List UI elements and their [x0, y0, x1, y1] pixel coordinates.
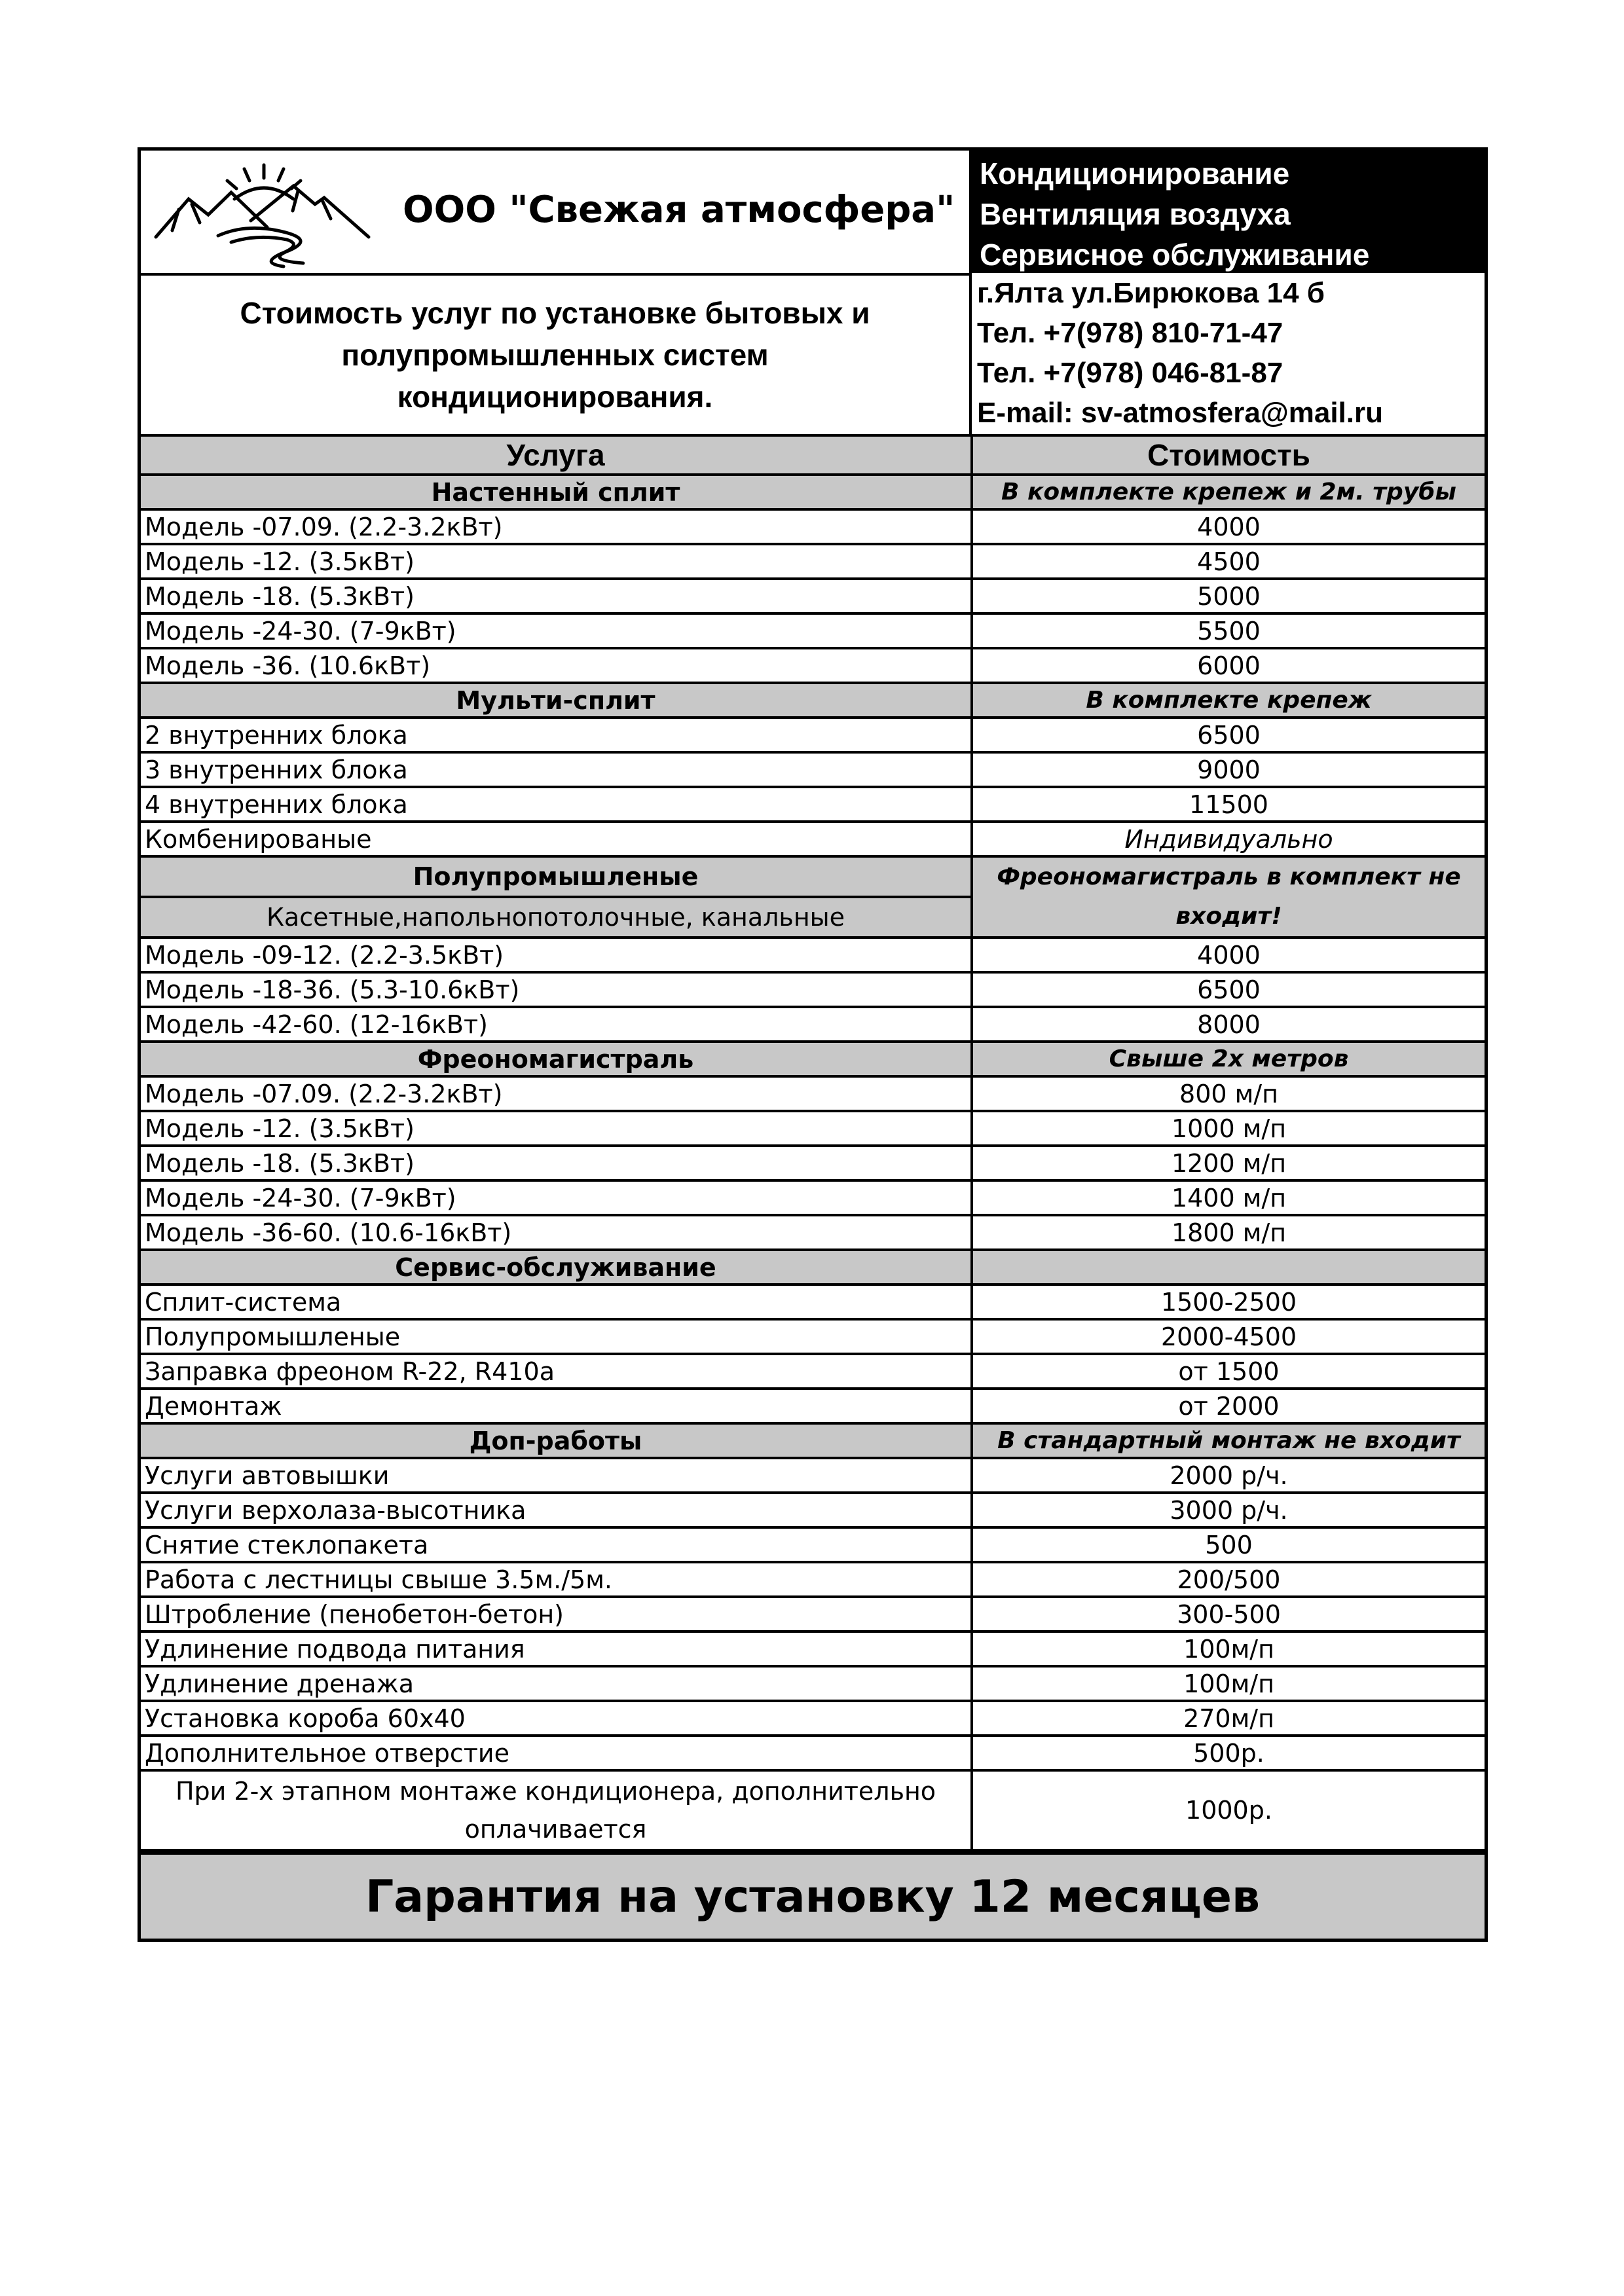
section-header [141, 1042, 1485, 1076]
row-label: Снятие стеклопакета [141, 1527, 972, 1562]
table-row [141, 1146, 1485, 1180]
table-row [141, 613, 1485, 648]
row-value: Индивидуально [972, 822, 1485, 856]
table-row [141, 1007, 1485, 1042]
row-label: Полупромышленые [141, 1319, 972, 1354]
row-label: Модель -09-12. (2.2-3.5кВт) [141, 938, 972, 972]
header-right [972, 151, 1485, 434]
section-subtitle: Касетные,напольнопотолочные, канальные [141, 897, 972, 938]
contacts [972, 273, 1485, 433]
row-label: Модель -24-30. (7-9кВт) [141, 1180, 972, 1215]
table-row [141, 787, 1485, 822]
section-title: Мульти-сплит [141, 683, 972, 718]
section-header [141, 683, 1485, 718]
table-row [141, 1076, 1485, 1111]
row-label: Установка короба 60х40 [141, 1701, 972, 1736]
table-row [141, 1597, 1485, 1631]
row-value: 11500 [972, 787, 1485, 822]
row-label: Модель -18. (5.3кВт) [141, 1146, 972, 1180]
logo-area [141, 151, 969, 276]
row-value: 100м/п [972, 1631, 1485, 1666]
row-label: Модель -42-60. (12-16кВт) [141, 1007, 972, 1042]
phone-2: Тел. +7(978) 046-81-87 [977, 357, 1283, 389]
row-value: 1400 м/п [972, 1180, 1485, 1215]
row-label: Модель -12. (3.5кВт) [141, 1111, 972, 1146]
row-value: 200/500 [972, 1562, 1485, 1597]
table-row [141, 1701, 1485, 1736]
section-note: В комплекте крепеж и 2м. трубы [972, 475, 1485, 509]
table-row [141, 648, 1485, 683]
row-label: Модель -24-30. (7-9кВт) [141, 613, 972, 648]
row-label: Штробление (пенобетон-бетон) [141, 1597, 972, 1631]
row-value: 5500 [972, 613, 1485, 648]
subtitle-line: полупромышленных систем [341, 338, 769, 372]
table-row [141, 1354, 1485, 1389]
row-label: При 2-х этапном монтаже кондиционера, дополнительно оплачивается [141, 1770, 972, 1850]
table-row [141, 544, 1485, 579]
row-value: 4000 [972, 938, 1485, 972]
table-row [141, 1389, 1485, 1423]
table-header-row [141, 437, 1485, 475]
row-value: 500р. [972, 1736, 1485, 1770]
table-row [141, 822, 1485, 856]
row-label: 4 внутренних блока [141, 787, 972, 822]
section-title: Фреономагистраль [141, 1042, 972, 1076]
table-row [141, 509, 1485, 544]
row-value: 2000 р/ч. [972, 1458, 1485, 1493]
row-label: Заправка фреоном R-22, R410a [141, 1354, 972, 1389]
row-value: от 2000 [972, 1389, 1485, 1423]
warranty-banner: Гарантия на установку 12 месяцев [141, 1851, 1485, 1939]
row-label: Сплит-система [141, 1285, 972, 1319]
row-value: 1500-2500 [972, 1285, 1485, 1319]
row-value: 4500 [972, 544, 1485, 579]
row-label: Удлинение подвода питания [141, 1631, 972, 1666]
section-title: Сервис-обслуживание [141, 1250, 972, 1285]
row-label: 3 внутренних блока [141, 752, 972, 787]
section-note: В стандартный монтаж не входит [972, 1423, 1485, 1458]
price-table [141, 437, 1485, 1851]
subtitle-line: кондиционирования. [397, 380, 713, 414]
row-value: 6000 [972, 648, 1485, 683]
table-row [141, 1562, 1485, 1597]
row-value: 8000 [972, 1007, 1485, 1042]
table-row [141, 1493, 1485, 1527]
row-label: Услуги верхолаза-высотника [141, 1493, 972, 1527]
mountain-sun-logo-icon [153, 158, 375, 270]
row-value: 100м/п [972, 1666, 1485, 1701]
table-row [141, 1631, 1485, 1666]
row-label: Услуги автовышки [141, 1458, 972, 1493]
section-note: Фреономагистраль в комплект не входит! [972, 856, 1485, 938]
table-row [141, 1319, 1485, 1354]
row-value: 500 [972, 1527, 1485, 1562]
table-row [141, 579, 1485, 613]
section-note [972, 1250, 1485, 1285]
row-value: 6500 [972, 718, 1485, 752]
row-label: Модель -07.09. (2.2-3.2кВт) [141, 1076, 972, 1111]
section-title: Полупромышленые [141, 856, 972, 897]
header [141, 151, 1485, 437]
section-title: Доп-работы [141, 1423, 972, 1458]
row-value: 1200 м/п [972, 1146, 1485, 1180]
row-value: 800 м/п [972, 1076, 1485, 1111]
company-name: ООО "Свежая атмосфера" [403, 189, 955, 231]
row-label: Модель -36-60. (10.6-16кВт) [141, 1215, 972, 1250]
table-row [141, 718, 1485, 752]
row-label: Модель -07.09. (2.2-3.2кВт) [141, 509, 972, 544]
row-label: Демонтаж [141, 1389, 972, 1423]
row-label: Модель -18-36. (5.3-10.6кВт) [141, 972, 972, 1007]
row-value: 1000 м/п [972, 1111, 1485, 1146]
row-value: 1800 м/п [972, 1215, 1485, 1250]
column-header-price: Стоимость [972, 437, 1485, 475]
table-row [141, 1527, 1485, 1562]
row-value: 2000-4500 [972, 1319, 1485, 1354]
row-value: 6500 [972, 972, 1485, 1007]
address: г.Ялта ул.Бирюкова 14 б [977, 277, 1325, 309]
row-value: 3000 р/ч. [972, 1493, 1485, 1527]
section-title: Настенный сплит [141, 475, 972, 509]
row-value: 9000 [972, 752, 1485, 787]
table-row [141, 972, 1485, 1007]
row-value: 5000 [972, 579, 1485, 613]
row-value: 300-500 [972, 1597, 1485, 1631]
service-line: Сервисное обслуживание [980, 238, 1370, 272]
section-header [141, 1250, 1485, 1285]
phone-1: Тел. +7(978) 810-71-47 [977, 317, 1283, 349]
row-label: 2 внутренних блока [141, 718, 972, 752]
section-note: Свыше 2х метров [972, 1042, 1485, 1076]
row-value: 1000р. [972, 1770, 1485, 1850]
service-line: Кондиционирование [980, 156, 1290, 191]
table-row [141, 752, 1485, 787]
row-label: Модель -18. (5.3кВт) [141, 579, 972, 613]
table-row [141, 1215, 1485, 1250]
document-subtitle [141, 276, 969, 434]
row-label: Дополнительное отверстие [141, 1736, 972, 1770]
row-value: 270м/п [972, 1701, 1485, 1736]
column-header-service: Услуга [141, 437, 972, 475]
table-row [141, 1180, 1485, 1215]
email: E-mail: sv-atmosfera@mail.ru [977, 397, 1383, 429]
table-row [141, 938, 1485, 972]
row-label: Модель -36. (10.6кВт) [141, 648, 972, 683]
section-header [141, 856, 1485, 897]
row-label: Комбенированые [141, 822, 972, 856]
subtitle-line: Стоимость услуг по установке бытовых и [240, 296, 870, 330]
row-value: от 1500 [972, 1354, 1485, 1389]
header-left [141, 151, 972, 434]
section-header [141, 1423, 1485, 1458]
service-line: Вентиляция воздуха [980, 197, 1291, 231]
row-label: Работа с лестницы свыше 3.5м./5м. [141, 1562, 972, 1597]
services-box [972, 151, 1485, 273]
table-row [141, 1111, 1485, 1146]
section-note: В комплекте крепеж [972, 683, 1485, 718]
price-sheet [138, 147, 1488, 1942]
table-row [141, 1736, 1485, 1770]
row-value: 4000 [972, 509, 1485, 544]
table-row [141, 1770, 1485, 1850]
row-label: Модель -12. (3.5кВт) [141, 544, 972, 579]
table-row [141, 1666, 1485, 1701]
section-header [141, 475, 1485, 509]
table-row [141, 1458, 1485, 1493]
table-row [141, 1285, 1485, 1319]
row-label: Удлинение дренажа [141, 1666, 972, 1701]
